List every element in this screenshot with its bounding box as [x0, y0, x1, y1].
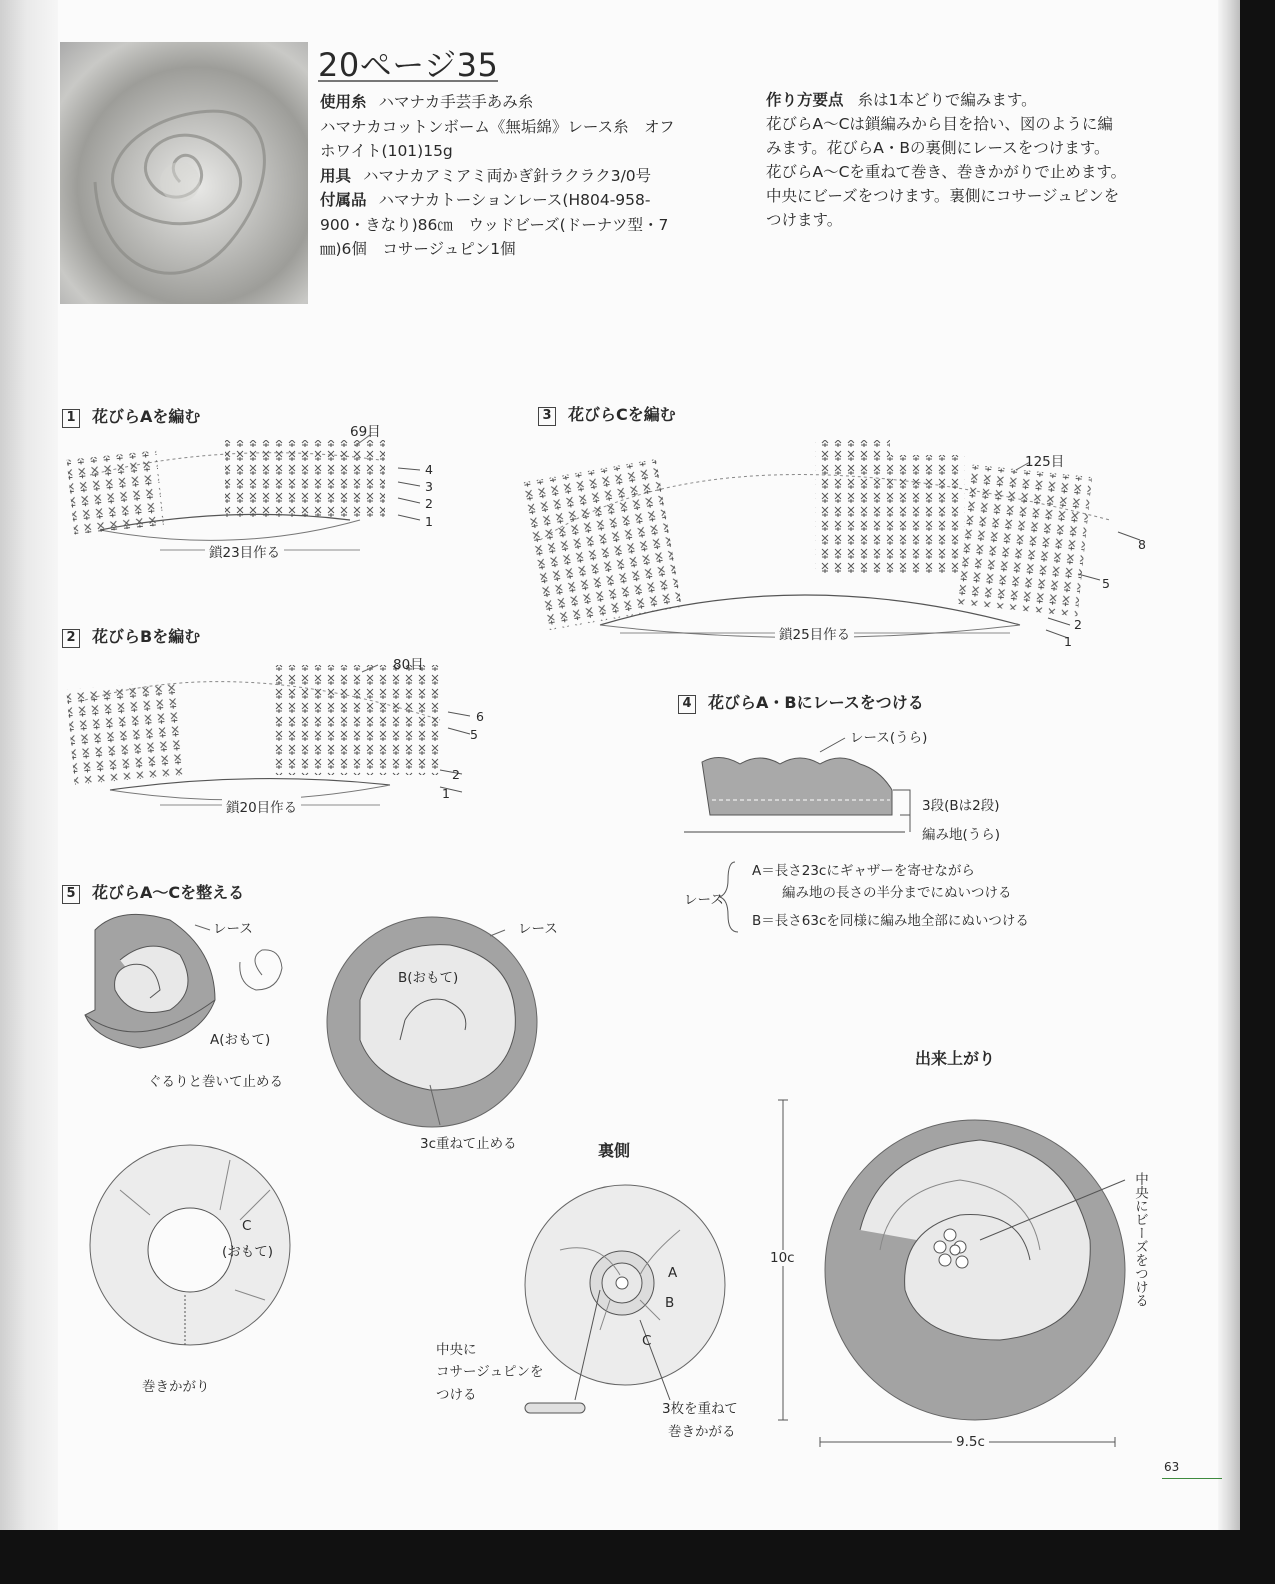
page-number-rule: [1162, 1478, 1222, 1479]
fabric-back-label: 編み地(うら): [922, 827, 1001, 843]
back-view-b-label: B: [665, 1295, 675, 1311]
parts-value-1: ハマナカトーションレース(H804-958-: [378, 191, 651, 209]
step-4-label: 花びらA・Bにレースをつける: [708, 693, 924, 712]
petal-c-stitch-count: 125目: [1025, 454, 1065, 470]
petal-b-row-6: 6: [476, 709, 484, 724]
petal-b-chain: 鎖20目作る: [222, 796, 301, 816]
yarn-label: 使用糸: [320, 93, 367, 111]
petal-a-lace-label: レース: [213, 921, 253, 937]
petal-b-row-5: 5: [470, 727, 478, 742]
height-dimension: 10c: [770, 1250, 795, 1266]
step-3-label: 花びらCを編む: [568, 405, 676, 424]
stack-note-2: 巻きかがる: [668, 1424, 736, 1440]
back-view-a-label: A: [668, 1265, 678, 1281]
petal-a-row-2: 2: [425, 496, 433, 511]
petal-b-lace-label: レース: [518, 921, 558, 937]
petal-a-chain: 鎖23目作る: [205, 541, 284, 561]
back-view-c-label: C: [642, 1333, 652, 1349]
yarn-detail-2: ホワイト(101)15g: [320, 142, 453, 160]
lace-note-b: B＝長さ63cを同様に編み地全部にぬいつける: [752, 913, 1029, 929]
beads-note: 中央にビーズをつける: [1132, 1172, 1148, 1307]
pin-note-1: 中央に: [436, 1342, 477, 1358]
petal-c-row-8: 8: [1138, 537, 1146, 552]
instructions-line-3: みます。花びらA・Bの裏側にレースをつけます。: [766, 139, 1110, 157]
parts-value-3: ㎜)6個 コサージュピン1個: [320, 240, 516, 258]
petal-c-chain: 鎖25目作る: [775, 623, 854, 643]
finished-flower: [778, 1100, 1125, 1447]
lace-back-label: レース(うら): [850, 730, 928, 746]
roll-note: ぐるりと巻いて止める: [148, 1074, 283, 1090]
petal-a-row-1: 1: [425, 514, 433, 529]
petal-a-row-4: 4: [425, 462, 433, 477]
petal-a-front-label: A(おもて): [210, 1032, 271, 1048]
step-1-label: 花びらAを編む: [92, 407, 201, 426]
parts-label: 付属品: [320, 191, 367, 209]
width-dimension: 9.5c: [952, 1434, 989, 1450]
petal-b-chart: [66, 665, 470, 805]
petal-c-label: C: [242, 1218, 252, 1234]
petal-b-stitch-count: 80目: [393, 657, 424, 673]
petal-c-row-2: 2: [1074, 617, 1082, 632]
yarn-detail-1: ハマナカコットンボーム《無垢綿》レース糸 オフ: [320, 117, 675, 136]
instructions-line-1: 糸は1本どりで編みます。: [857, 91, 1037, 109]
stack-note-1: 3枚を重ねて: [662, 1401, 738, 1417]
instructions-line-6: つけます。: [766, 211, 843, 229]
petal-b-front-label: B(おもて): [398, 970, 459, 986]
lace-label: レース: [684, 892, 724, 908]
pin-note-3: つける: [436, 1387, 477, 1403]
lace-note-a-1: A＝長さ23cにギャザーを寄せながら: [752, 863, 975, 879]
petal-a-row-3: 3: [425, 479, 433, 494]
instructions-line-5: 中央にビーズをつけます。裏側にコサージュピンを: [766, 187, 1120, 205]
finished-title: 出来上がり: [915, 1049, 996, 1068]
whip-stitch-note: 巻きかがり: [142, 1379, 210, 1395]
lace-note-a-2: 編み地の長さの半分までにぬいつける: [782, 885, 1012, 901]
pin-note-2: コサージュピンを: [436, 1364, 544, 1380]
back-view-flower: [525, 1185, 725, 1413]
petal-c-row-1: 1: [1064, 634, 1072, 649]
step-5-label: 花びらA～Cを整える: [92, 883, 245, 902]
petal-b-rolled: [327, 917, 537, 1127]
instructions-label: 作り方要点: [766, 91, 844, 109]
tool-label: 用具: [320, 166, 352, 185]
back-view-title: 裏側: [598, 1141, 631, 1160]
parts-value-2: 900・きなり)86㎝ ウッドビーズ(ドーナツ型・7: [320, 215, 669, 234]
petal-b-row-1: 1: [442, 786, 450, 801]
petal-c-front-label: (おもて): [222, 1244, 274, 1260]
step-2-label: 花びらBを編む: [92, 627, 201, 646]
step-4-number: 4: [678, 695, 696, 714]
yarn-value: ハマナカ手芸手あみ糸: [378, 93, 534, 111]
page-title: 20ページ35: [318, 46, 499, 84]
overlap-note: 3c重ねて止める: [420, 1136, 517, 1152]
step-1-number: 1: [62, 409, 80, 428]
rows-note: 3段(Bは2段): [922, 798, 1000, 814]
step-3-number: 3: [538, 407, 556, 426]
petal-b-row-2: 2: [452, 767, 460, 782]
petal-a-stitch-count: 69目: [350, 424, 381, 440]
page-number: 63: [1164, 1460, 1180, 1474]
tool-value: ハマナカアミアミ両かぎ針ラクラク3/0号: [363, 166, 652, 185]
petal-a-chart: [67, 435, 420, 550]
instructions-line-4: 花びらA～Cを重ねて巻き、巻きかがりで止めます。: [766, 163, 1127, 181]
step-2-number: 2: [62, 629, 80, 648]
step-5-number: 5: [62, 885, 80, 904]
petal-c-row-5: 5: [1102, 576, 1110, 591]
instructions-line-2: 花びらA～Cは鎖編みから目を拾い、図のように編: [766, 115, 1113, 133]
